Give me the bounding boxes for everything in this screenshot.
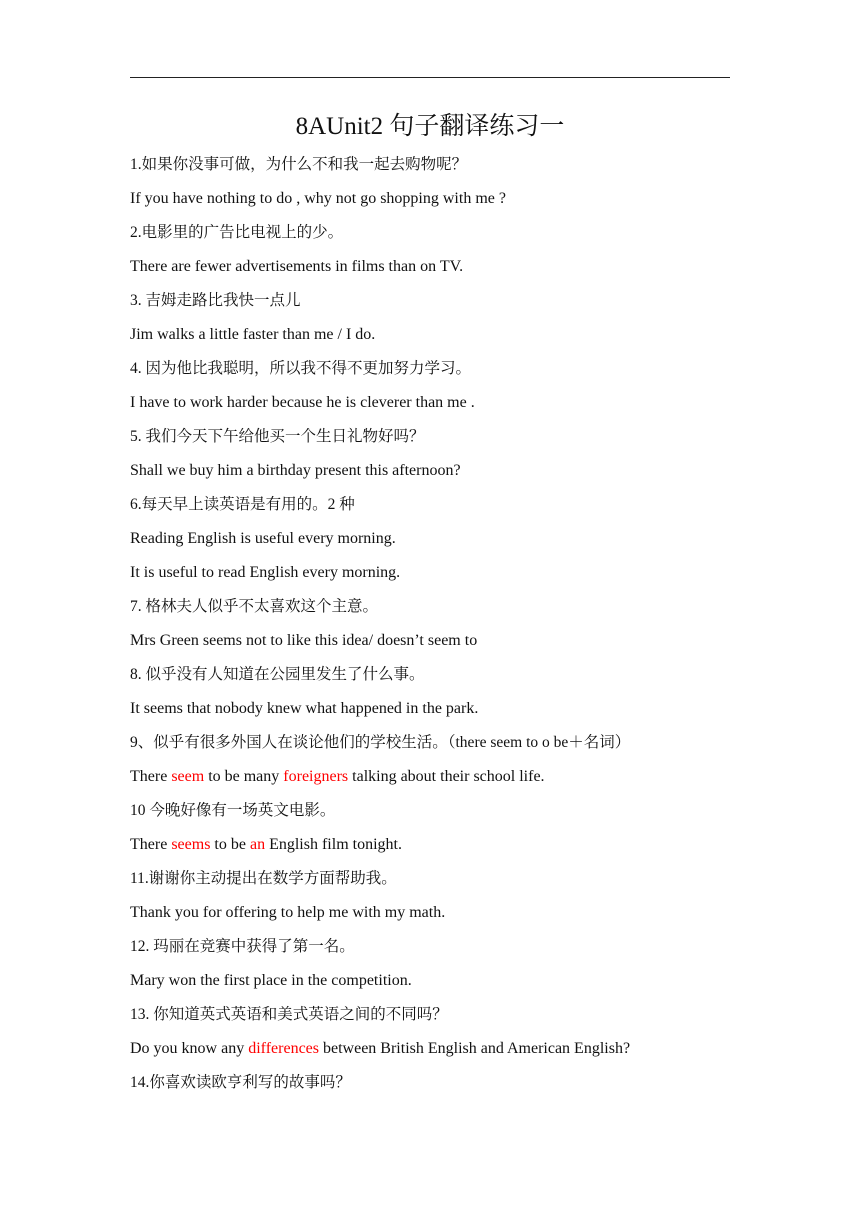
chinese-sentence	[130, 284, 750, 318]
sentence-text: Do you know any	[130, 1040, 249, 1057]
sentence-text: 14.你喜欢读欧亨利写的故事吗？	[130, 1074, 351, 1091]
english-translation	[130, 454, 750, 488]
highlighted-word: seem	[171, 768, 205, 785]
english-translation	[130, 522, 750, 556]
highlighted-word: differences	[248, 1040, 319, 1057]
english-translation	[130, 760, 750, 794]
english-translation	[130, 828, 750, 862]
sentence-text: Mrs Green seems not to like this idea/ doesn’t seem to	[130, 632, 478, 649]
sentence-text: 9、似乎有很多外国人在谈论他们的学校生活。（there seem to o be＋名词）	[130, 734, 631, 751]
sentence-text: to be	[210, 836, 250, 853]
sentence-text: There are fewer advertisements in films than on TV.	[130, 258, 464, 275]
english-translation	[130, 624, 750, 658]
sentence-text: Jim walks a little faster than me / I do.	[130, 326, 376, 343]
english-translation	[130, 1032, 750, 1066]
chinese-sentence	[130, 726, 750, 760]
highlighted-word: foreigners	[283, 768, 349, 785]
header-rule	[130, 77, 730, 78]
sentence-text: It seems that nobody knew what happened in the park.	[130, 700, 479, 717]
sentence-text: 5. 我们今天下午给他买一个生日礼物好吗？	[130, 428, 425, 445]
sentence-text: 7. 格林夫人似乎不太喜欢这个主意。	[130, 598, 379, 615]
english-translation	[130, 250, 750, 284]
sentence-text: 10 今晚好像有一场英文电影。	[130, 802, 336, 819]
sentence-text: I have to work harder because he is cleverer than me .	[130, 394, 475, 411]
english-translation	[130, 692, 750, 726]
english-translation	[130, 386, 750, 420]
sentence-text: 6.每天早上读英语是有用的。2 种	[130, 496, 355, 513]
page-title: 8AUnit2 句子翻译练习一	[295, 113, 565, 140]
chinese-sentence	[130, 420, 750, 454]
chinese-sentence	[130, 862, 750, 896]
highlighted-word: seems	[171, 836, 211, 853]
chinese-sentence	[130, 148, 750, 182]
sentence-text: 3. 吉姆走路比我快一点儿	[130, 292, 301, 309]
sentence-text: 13. 你知道英式英语和美式英语之间的不同吗？	[130, 1006, 448, 1023]
chinese-sentence	[130, 488, 750, 522]
sentence-text: 1.如果你没事可做，为什么不和我一起去购物呢？	[130, 156, 468, 173]
sentence-text: If you have nothing to do , why not go shopping with me ?	[130, 190, 506, 207]
sentence-text: Shall we buy him a birthday present this afternoon?	[130, 462, 461, 479]
chinese-sentence	[130, 930, 750, 964]
sentence-text: 4. 因为他比我聪明，所以我不得不更加努力学习。	[130, 360, 472, 377]
chinese-sentence	[130, 658, 750, 692]
chinese-sentence	[130, 794, 750, 828]
sentence-text: There	[130, 768, 172, 785]
sentence-list	[130, 148, 750, 1100]
sentence-text: talking about their school life.	[348, 768, 545, 785]
sentence-text: between British English and American English?	[319, 1040, 631, 1057]
sentence-text: Mary won the first place in the competition.	[130, 972, 412, 989]
sentence-text: to be many	[204, 768, 284, 785]
english-translation	[130, 964, 750, 998]
chinese-sentence	[130, 590, 750, 624]
sentence-text: 8. 似乎没有人知道在公园里发生了什么事。	[130, 666, 425, 683]
english-translation	[130, 896, 750, 930]
english-translation	[130, 318, 750, 352]
english-translation	[130, 182, 750, 216]
chinese-sentence	[130, 216, 750, 250]
chinese-sentence	[130, 998, 750, 1032]
chinese-sentence	[130, 1066, 750, 1100]
english-translation	[130, 556, 750, 590]
sentence-text: English film tonight.	[265, 836, 402, 853]
sentence-text: Thank you for offering to help me with my math.	[130, 904, 446, 921]
sentence-text: There	[130, 836, 172, 853]
sentence-text: It is useful to read English every morning.	[130, 564, 401, 581]
sentence-text: Reading English is useful every morning.	[130, 530, 396, 547]
sentence-text: 12. 玛丽在竞赛中获得了第一名。	[130, 938, 355, 955]
chinese-sentence	[130, 352, 750, 386]
sentence-text: 11.谢谢你主动提出在数学方面帮助我。	[130, 870, 397, 887]
sentence-text: 2.电影里的广告比电视上的少。	[130, 224, 344, 241]
highlighted-word: an	[249, 836, 266, 853]
